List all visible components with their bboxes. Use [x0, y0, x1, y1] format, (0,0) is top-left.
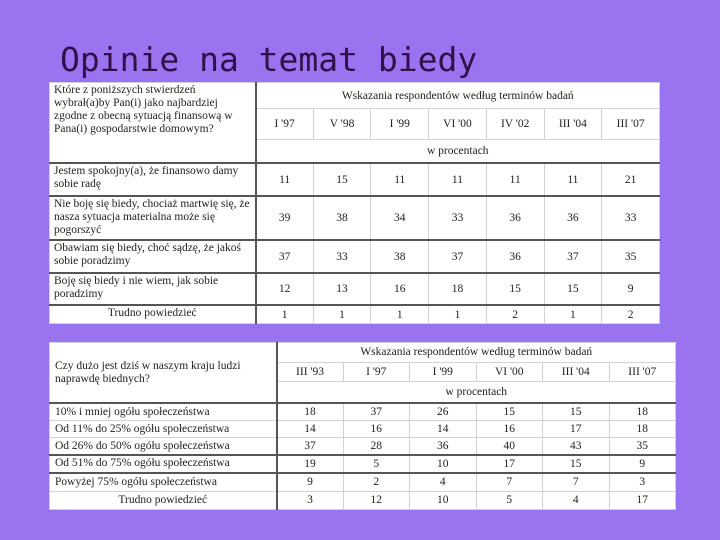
table-row [50, 163, 660, 195]
cell-value: 1 [429, 305, 487, 323]
table1-column-header: I '99 [371, 109, 429, 139]
cell-value: 33 [429, 196, 487, 241]
table-row [50, 491, 676, 509]
cell-value: 17 [543, 421, 610, 438]
cell-value: 18 [609, 403, 676, 420]
cell-value: 35 [609, 438, 676, 455]
cell-value: 37 [256, 240, 314, 272]
table2-column-header: I '97 [343, 362, 410, 382]
table1-column-header: VI '00 [429, 109, 487, 139]
cell-value: 39 [256, 196, 314, 241]
cell-value: 36 [486, 240, 544, 272]
row-label: 10% i mniej ogółu społeczeństwa [50, 403, 277, 420]
cell-value: 18 [609, 421, 676, 438]
cell-value: 37 [544, 240, 602, 272]
row-label: Powyżej 75% ogółu społeczeństwa [50, 473, 277, 491]
cell-value: 11 [544, 163, 602, 195]
cell-value: 16 [371, 273, 429, 305]
cell-value: 1 [371, 305, 429, 323]
cell-value: 9 [602, 273, 660, 305]
cell-value: 1 [313, 305, 371, 323]
cell-value: 18 [277, 403, 344, 420]
cell-value: 7 [476, 473, 543, 491]
cell-value: 15 [543, 455, 610, 472]
table1-unit-label: w procentach [256, 139, 660, 163]
cell-value: 3 [277, 491, 344, 509]
cell-value: 2 [343, 473, 410, 491]
table-row [50, 438, 676, 455]
cell-value: 7 [543, 473, 610, 491]
cell-value: 11 [486, 163, 544, 195]
cell-value: 19 [277, 455, 344, 472]
cell-value: 1 [544, 305, 602, 323]
table-row [50, 455, 676, 472]
cell-value: 11 [256, 163, 314, 195]
cell-value: 15 [486, 273, 544, 305]
table-row [50, 273, 660, 305]
table-row [50, 305, 660, 323]
slide-title: Opinie na temat biedy [60, 40, 478, 79]
cell-value: 26 [410, 403, 477, 420]
table2-column-header: III '04 [543, 362, 610, 382]
cell-value: 37 [277, 438, 344, 455]
table1-column-header: IV '02 [486, 109, 544, 139]
cell-value: 12 [256, 273, 314, 305]
cell-value: 4 [543, 491, 610, 509]
cell-value: 35 [602, 240, 660, 272]
cell-value: 36 [410, 438, 477, 455]
table1-column-header: III '04 [544, 109, 602, 139]
cell-value: 17 [609, 491, 676, 509]
cell-value: 9 [277, 473, 344, 491]
row-label: Obawiam się biedy, choć sądzę, że jakoś sobie poradzimy [50, 240, 256, 272]
cell-value: 16 [476, 421, 543, 438]
cell-value: 13 [313, 273, 371, 305]
cell-value: 37 [343, 403, 410, 420]
cell-value: 12 [343, 491, 410, 509]
table1-question: Które z poniższych stwierdzeń wybrał(a)by Pan(i) jako najbardziej zgodne z obecną sytuacją finansową w Pana(i) gospodarstwie domowym? [50, 83, 256, 164]
table2-question: Czy dużo jest dziś w naszym kraju ludzi naprawdę biednych? [50, 343, 277, 404]
cell-value: 14 [277, 421, 344, 438]
cell-value: 2 [486, 305, 544, 323]
cell-value: 1 [256, 305, 314, 323]
cell-value: 15 [544, 273, 602, 305]
table1-column-header: III '07 [602, 109, 660, 139]
table2-unit-label: w procentach [277, 382, 676, 404]
table2-column-header: I '99 [410, 362, 477, 382]
cell-value: 33 [602, 196, 660, 241]
cell-value: 36 [486, 196, 544, 241]
row-label: Trudno powiedzieć [50, 491, 277, 509]
cell-value: 43 [543, 438, 610, 455]
cell-value: 40 [476, 438, 543, 455]
cell-value: 10 [410, 455, 477, 472]
poverty-attitudes-table [49, 82, 660, 324]
row-label: Trudno powiedzieć [50, 305, 256, 323]
table1-column-header: I '97 [256, 109, 314, 139]
table-row [50, 421, 676, 438]
cell-value: 17 [476, 455, 543, 472]
cell-value: 11 [429, 163, 487, 195]
table-row [50, 196, 660, 241]
table2-column-header: VI '00 [476, 362, 543, 382]
table2-group-header: Wskazania respondentów według terminów badań [277, 343, 676, 363]
row-label: Jestem spokojny(a), że finansowo damy sobie radę [50, 163, 256, 195]
row-label: Od 51% do 75% ogółu społeczeństwa [50, 455, 277, 472]
cell-value: 16 [343, 421, 410, 438]
cell-value: 5 [476, 491, 543, 509]
cell-value: 11 [371, 163, 429, 195]
cell-value: 10 [410, 491, 477, 509]
row-label: Boję się biedy i nie wiem, jak sobie poradzimy [50, 273, 256, 305]
cell-value: 15 [476, 403, 543, 420]
cell-value: 4 [410, 473, 477, 491]
table1-column-header: V '98 [313, 109, 371, 139]
cell-value: 15 [543, 403, 610, 420]
cell-value: 34 [371, 196, 429, 241]
row-label: Od 11% do 25% ogółu społeczeństwa [50, 421, 277, 438]
table-row [50, 403, 676, 420]
row-label: Nie boję się biedy, chociaż martwię się, że nasza sytuacja materialna może się pogorszyć [50, 196, 256, 241]
cell-value: 38 [371, 240, 429, 272]
cell-value: 2 [602, 305, 660, 323]
cell-value: 9 [609, 455, 676, 472]
cell-value: 38 [313, 196, 371, 241]
poverty-extent-table [49, 342, 676, 510]
cell-value: 37 [429, 240, 487, 272]
row-label: Od 26% do 50% ogółu społeczeństwa [50, 438, 277, 455]
cell-value: 14 [410, 421, 477, 438]
table1-group-header: Wskazania respondentów według terminów badań [256, 83, 660, 109]
table2-column-header: III '07 [609, 362, 676, 382]
cell-value: 3 [609, 473, 676, 491]
cell-value: 36 [544, 196, 602, 241]
cell-value: 21 [602, 163, 660, 195]
table-row [50, 240, 660, 272]
cell-value: 5 [343, 455, 410, 472]
cell-value: 28 [343, 438, 410, 455]
cell-value: 15 [313, 163, 371, 195]
cell-value: 33 [313, 240, 371, 272]
table2-column-header: III '93 [277, 362, 344, 382]
table-row [50, 473, 676, 491]
cell-value: 18 [429, 273, 487, 305]
